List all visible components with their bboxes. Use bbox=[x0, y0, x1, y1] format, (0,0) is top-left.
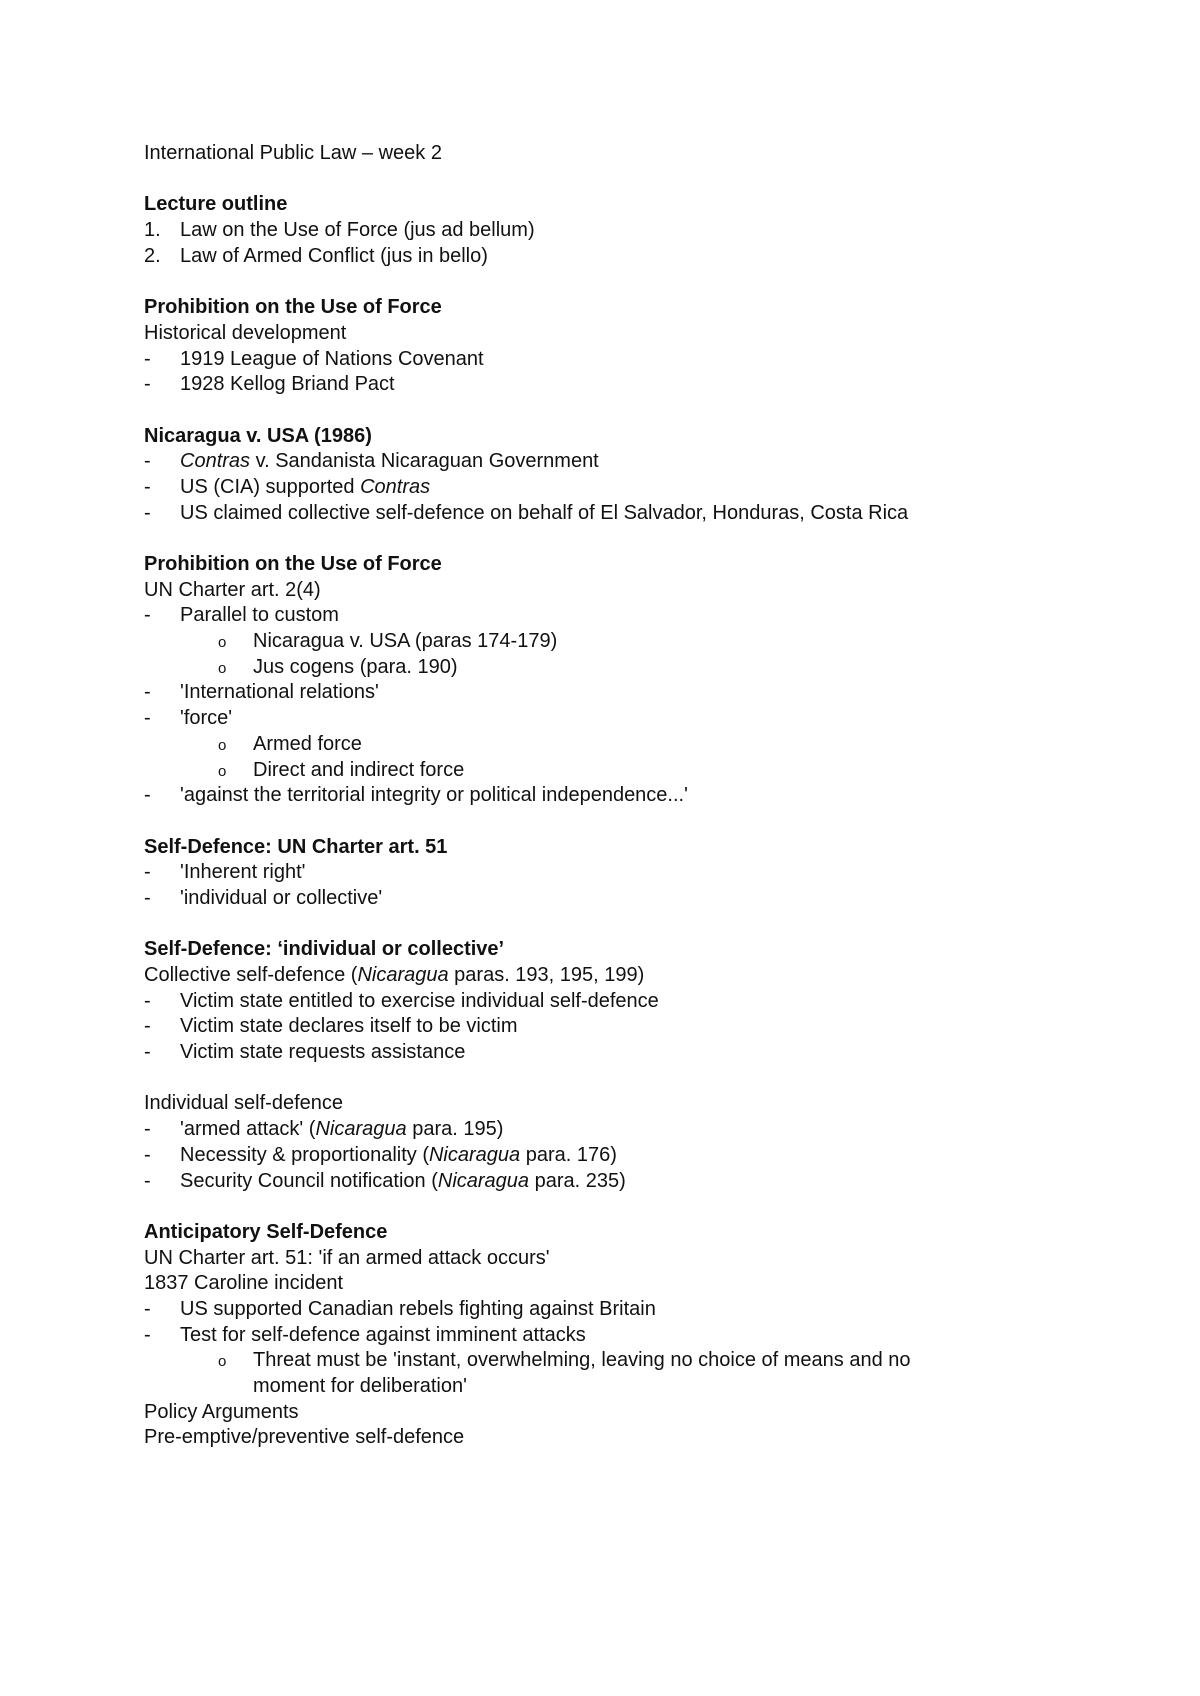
list-item: - 1919 League of Nations Covenant bbox=[144, 347, 1144, 373]
list-item: - 'Inherent right' bbox=[144, 860, 1144, 886]
list-item: - Victim state declares itself to be victim bbox=[144, 1014, 1144, 1040]
document-title: International Public Law – week 2 bbox=[144, 142, 442, 164]
sub-list-item: o Jus cogens (para. 190) bbox=[144, 655, 1144, 681]
list-item: - Contras v. Sandanista Nicaraguan Government bbox=[144, 449, 1144, 475]
sub-list-item: o Threat must be 'instant, overwhelming, leaving no choice of means and no bbox=[144, 1348, 1144, 1374]
dash-marker: - bbox=[144, 1297, 151, 1320]
list-item: - US (CIA) supported Contras bbox=[144, 475, 1144, 501]
dash-marker: - bbox=[144, 784, 151, 807]
sub-list-item: o Direct and indirect force bbox=[144, 758, 1144, 784]
item-text: Law on the Use of Force (jus ad bellum) bbox=[180, 219, 535, 242]
list-item: - 'individual or collective' bbox=[144, 886, 1144, 912]
list-item: - 'against the territorial integrity or political independence...' bbox=[144, 783, 1144, 809]
body-line: Pre-emptive/preventive self-defence bbox=[144, 1426, 465, 1449]
item-number: 2. bbox=[144, 244, 161, 267]
sub-list-item-continuation: moment for deliberation' bbox=[253, 1375, 467, 1397]
subheading: Individual self-defence bbox=[144, 1092, 344, 1115]
list-item: - 'armed attack' (Nicaragua para. 195) bbox=[144, 1117, 1144, 1143]
bullet-marker: o bbox=[218, 736, 227, 754]
sub-list-item: o Nicaragua v. USA (paras 174-179) bbox=[144, 629, 1144, 655]
body-line: UN Charter art. 51: 'if an armed attack occurs' bbox=[144, 1246, 550, 1269]
bullet-marker: o bbox=[218, 634, 227, 652]
list-item: - US supported Canadian rebels fighting against Britain bbox=[144, 1297, 1144, 1323]
list-item: - Parallel to custom bbox=[144, 603, 1144, 629]
list-item: - 'force' bbox=[144, 706, 1144, 732]
dash-marker: - bbox=[144, 989, 151, 1012]
list-item: - Necessity & proportionality (Nicaragua para. 176) bbox=[144, 1143, 1144, 1169]
dash-marker: - bbox=[144, 707, 151, 730]
dash-marker: - bbox=[144, 1041, 151, 1064]
list-item: - Victim state entitled to exercise individual self-defence bbox=[144, 989, 1144, 1015]
list-item: - Security Council notification (Nicaragua para. 235) bbox=[144, 1169, 1144, 1195]
list-item: - 'International relations' bbox=[144, 680, 1144, 706]
dash-marker: - bbox=[144, 1015, 151, 1038]
list-item: - Victim state requests assistance bbox=[144, 1040, 1144, 1066]
heading-nicaragua-v-usa: Nicaragua v. USA (1986) bbox=[144, 424, 372, 447]
heading-self-defence-art-51: Self-Defence: UN Charter art. 51 bbox=[144, 835, 448, 858]
dash-marker: - bbox=[144, 1118, 151, 1141]
dash-marker: - bbox=[144, 681, 151, 704]
subheading: Collective self-defence (Nicaragua paras. 193, 195, 199) bbox=[144, 964, 645, 986]
dash-marker: - bbox=[144, 604, 151, 627]
heading-prohibition-use-of-force: Prohibition on the Use of Force bbox=[144, 296, 442, 319]
sub-list-item: o Armed force bbox=[144, 732, 1144, 758]
dash-marker: - bbox=[144, 501, 151, 524]
subheading: Historical development bbox=[144, 321, 347, 344]
list-item bbox=[144, 244, 1144, 270]
heading-lecture-outline: Lecture outline bbox=[144, 193, 288, 216]
bullet-marker: o bbox=[218, 1353, 227, 1371]
list-item: - Test for self-defence against imminent attacks bbox=[144, 1323, 1144, 1349]
body-line: Policy Arguments bbox=[144, 1400, 299, 1423]
body-line: 1837 Caroline incident bbox=[144, 1272, 344, 1295]
document-page bbox=[144, 141, 1144, 1451]
dash-marker: - bbox=[144, 373, 151, 396]
list-item: - 1928 Kellog Briand Pact bbox=[144, 372, 1144, 398]
dash-marker: - bbox=[144, 1143, 151, 1166]
bullet-marker: o bbox=[218, 762, 227, 780]
dash-marker: - bbox=[144, 347, 151, 370]
dash-marker: - bbox=[144, 1323, 151, 1346]
dash-marker: - bbox=[144, 475, 151, 498]
item-text: Law of Armed Conflict (jus in bello) bbox=[180, 244, 488, 267]
bullet-marker: o bbox=[218, 659, 227, 677]
list-item bbox=[144, 218, 1144, 244]
subheading: UN Charter art. 2(4) bbox=[144, 578, 321, 601]
heading-prohibition-use-of-force: Prohibition on the Use of Force bbox=[144, 553, 442, 575]
heading-self-defence-individual-collective: Self-Defence: ‘individual or collective’ bbox=[144, 938, 505, 961]
item-number: 1. bbox=[144, 219, 161, 242]
dash-marker: - bbox=[144, 450, 151, 473]
dash-marker: - bbox=[144, 886, 151, 909]
heading-anticipatory-self-defence: Anticipatory Self-Defence bbox=[144, 1220, 388, 1243]
list-item: - US claimed collective self-defence on behalf of El Salvador, Honduras, Costa Rica bbox=[144, 501, 1144, 527]
dash-marker: - bbox=[144, 1169, 151, 1192]
dash-marker: - bbox=[144, 861, 151, 884]
